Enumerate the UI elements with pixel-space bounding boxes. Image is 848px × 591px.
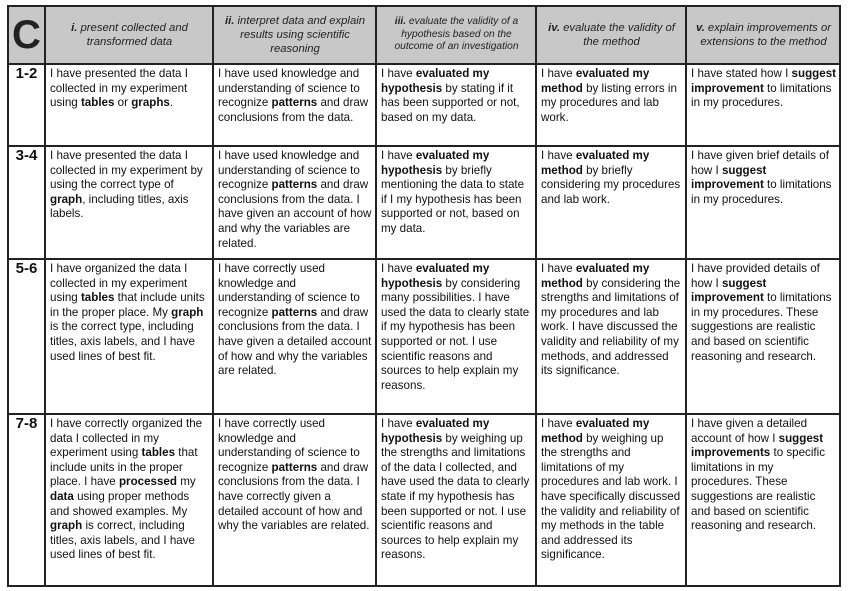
descriptor-text: , including titles, axis labels. <box>50 192 189 221</box>
table-row <box>8 146 840 259</box>
criterion-header <box>376 6 536 64</box>
keyword-text: evaluated my method <box>541 262 650 290</box>
descriptor-cell <box>376 414 536 586</box>
descriptor-cell <box>536 64 686 146</box>
keyword-text: evaluated my method <box>541 149 650 177</box>
descriptor-text: I have <box>381 149 416 162</box>
header-row <box>8 6 840 64</box>
criterion-text: interpret data and explain results using scientific reasoning <box>234 15 366 55</box>
descriptor-text: and draw conclusions from the data. <box>218 96 369 124</box>
descriptor-text: I have given a detailed account of how I <box>691 417 808 445</box>
descriptor-cell <box>376 146 536 259</box>
descriptor-text: that include units in the proper place. My <box>50 291 205 319</box>
keyword-text: graphs <box>131 96 170 110</box>
descriptor-cell <box>536 414 686 586</box>
keyword-text: evaluated my hypothesis <box>381 417 490 445</box>
descriptor-cell <box>213 259 376 414</box>
descriptor-text: by stating if it has been supported or not, based on my data. <box>381 81 520 124</box>
descriptor-text: by considering the strengths and limitations of my procedures and lab work. I have discussed the validity and reliability of my methods, and addressed its significance. <box>541 276 681 378</box>
keyword-text: graph <box>50 192 83 206</box>
criterion-header <box>213 6 376 64</box>
keyword-text: graph <box>50 519 83 533</box>
criterion-number: v. <box>695 22 705 34</box>
criterion-number: ii. <box>224 15 235 27</box>
keyword-text: suggest improvements <box>691 431 824 460</box>
criterion-header <box>45 6 213 64</box>
descriptor-cell <box>536 259 686 414</box>
descriptor-text: I have used knowledge and understanding of science to recognize <box>218 149 360 192</box>
descriptor-cell <box>213 64 376 146</box>
descriptor-cell <box>45 146 213 259</box>
keyword-text: evaluated my hypothesis <box>381 149 490 177</box>
descriptor-text: I have provided details of how I <box>691 262 820 290</box>
descriptor-text: to limitations in my procedures. <box>691 178 832 206</box>
descriptor-text: . <box>169 96 174 110</box>
descriptor-cell <box>376 259 536 414</box>
descriptor-cell <box>213 146 376 259</box>
descriptor-text: I have <box>381 262 416 275</box>
descriptor-text: or <box>114 96 132 110</box>
table-row <box>8 64 840 146</box>
descriptor-text: I have correctly used knowledge and understanding of science to recognize <box>218 417 360 474</box>
descriptor-text: by briefly mentioning the data to state if I my hypothesis has been supported or not, based on my data. <box>381 163 525 235</box>
criterion-text: explain improvements or extensions to the method <box>700 22 831 48</box>
keyword-text: evaluated my hypothesis <box>381 262 490 290</box>
keyword-text: patterns <box>271 96 318 110</box>
keyword-text: patterns <box>271 305 318 319</box>
descriptor-text: by briefly considering my procedures and lab work. <box>541 163 681 206</box>
descriptor-cell <box>536 146 686 259</box>
keyword-text: evaluated my method <box>541 417 650 445</box>
descriptor-text: I have <box>541 149 576 162</box>
descriptor-text: that include units in the proper place. I have <box>50 446 198 489</box>
keyword-text: suggest improvement <box>691 67 836 95</box>
criterion-text: evaluate the validity of a hypothesis based on the outcome of an investigation <box>394 16 519 53</box>
level-label: 5-6 <box>8 259 45 414</box>
criterion-header <box>686 6 840 64</box>
keyword-text: processed <box>118 475 177 489</box>
descriptor-text: is correct, including titles, axis labels, and I have used lines of best fit. <box>50 519 196 562</box>
descriptor-text: I have <box>541 417 576 430</box>
descriptor-text: I have organized the data I collected in my experiment using <box>50 262 188 305</box>
criterion-number: iii. <box>394 16 407 28</box>
criterion-number: iv. <box>548 22 560 34</box>
keyword-text: suggest improvement <box>691 276 767 305</box>
descriptor-text: to limitations in my procedures. <box>691 81 832 110</box>
descriptor-text: by weighing up the strengths and limitations of the data I collected, and have used the data to clearly state if my hypothesis has been supported or not. I use scientific reasons and sources to help explain my reasons. <box>381 431 530 562</box>
descriptor-text: I have <box>541 262 576 275</box>
level-label: 1-2 <box>8 64 45 146</box>
descriptor-text: to limitations in my procedures. These suggestions are realistic and based on scientific reasoning and research. <box>691 291 832 363</box>
grade-letter: C <box>8 6 45 64</box>
descriptor-text: I have given brief details of how I <box>691 149 829 177</box>
criterion-header <box>536 6 686 64</box>
keyword-text: tables <box>80 291 115 305</box>
descriptor-text: by considering many possibilities. I have used the data to clearly state if my hypothesis has been supported or not. I use scientific reasons and sources to help explain my reasons. <box>381 276 530 392</box>
descriptor-text: I have presented the data I collected in my experiment using <box>50 67 188 110</box>
keyword-text: tables <box>80 96 115 110</box>
descriptor-text: and draw conclusions from the data. I have correctly given a detailed account of how and why the variables are related. <box>218 460 370 533</box>
rubric-table <box>7 5 841 587</box>
descriptor-text: I have used knowledge and understanding of science to recognize <box>218 67 360 110</box>
keyword-text: graph <box>171 305 204 319</box>
descriptor-text: I have correctly used knowledge and understanding of science to recognize <box>218 262 360 319</box>
descriptor-text: using proper methods and showed examples. My <box>50 489 190 518</box>
descriptor-cell <box>376 64 536 146</box>
descriptor-cell <box>45 64 213 146</box>
descriptor-text: to specific limitations in my procedures. These suggestions are realistic and based on scientific reasoning and research. <box>691 446 826 533</box>
criterion-text: present collected and transformed data <box>77 22 188 48</box>
descriptor-text: is the correct type, including titles, axis labels, and I have used lines of best fit. <box>50 320 196 363</box>
descriptor-text: I have correctly organized the data I collected in my experiment using <box>50 417 203 460</box>
keyword-text: suggest improvement <box>691 163 767 192</box>
descriptor-cell <box>45 414 213 586</box>
descriptor-text: I have presented the data I collected in my experiment by using the correct type of <box>50 149 203 192</box>
keyword-text: evaluated my hypothesis <box>381 67 490 95</box>
table-row <box>8 259 840 414</box>
descriptor-text: I have <box>381 67 416 80</box>
descriptor-cell <box>686 146 840 259</box>
descriptor-text: I have <box>541 67 576 80</box>
descriptor-text: and draw conclusions from the data. I have given an account of how and why the variables are related. <box>218 178 372 250</box>
level-label: 3-4 <box>8 146 45 259</box>
descriptor-text: by listing errors in my procedures and lab work. <box>541 81 677 124</box>
level-label: 7-8 <box>8 414 45 586</box>
criterion-text: evaluate the validity of the method <box>560 22 675 48</box>
descriptor-cell <box>45 259 213 414</box>
keyword-text: patterns <box>271 460 318 474</box>
descriptor-cell <box>686 64 840 146</box>
descriptor-text: my <box>176 475 196 489</box>
table-row <box>8 414 840 586</box>
descriptor-text: I have stated how I <box>691 67 792 80</box>
descriptor-cell <box>686 414 840 586</box>
keyword-text: data <box>50 489 74 503</box>
descriptor-cell <box>686 259 840 414</box>
keyword-text: patterns <box>271 178 318 192</box>
keyword-text: evaluated my method <box>541 67 650 95</box>
criterion-number: i. <box>71 22 78 34</box>
descriptor-text: I have <box>381 417 416 430</box>
keyword-text: tables <box>141 446 176 460</box>
descriptor-text: and draw conclusions from the data. I have given a detailed account of how and why the variables are related. <box>218 305 372 378</box>
descriptor-cell <box>213 414 376 586</box>
descriptor-text: by weighing up the strengths and limitations of my procedures and lab work. I have specifically discussed the validity and reliability of my methods in the table and addressed its significance. <box>541 431 681 562</box>
